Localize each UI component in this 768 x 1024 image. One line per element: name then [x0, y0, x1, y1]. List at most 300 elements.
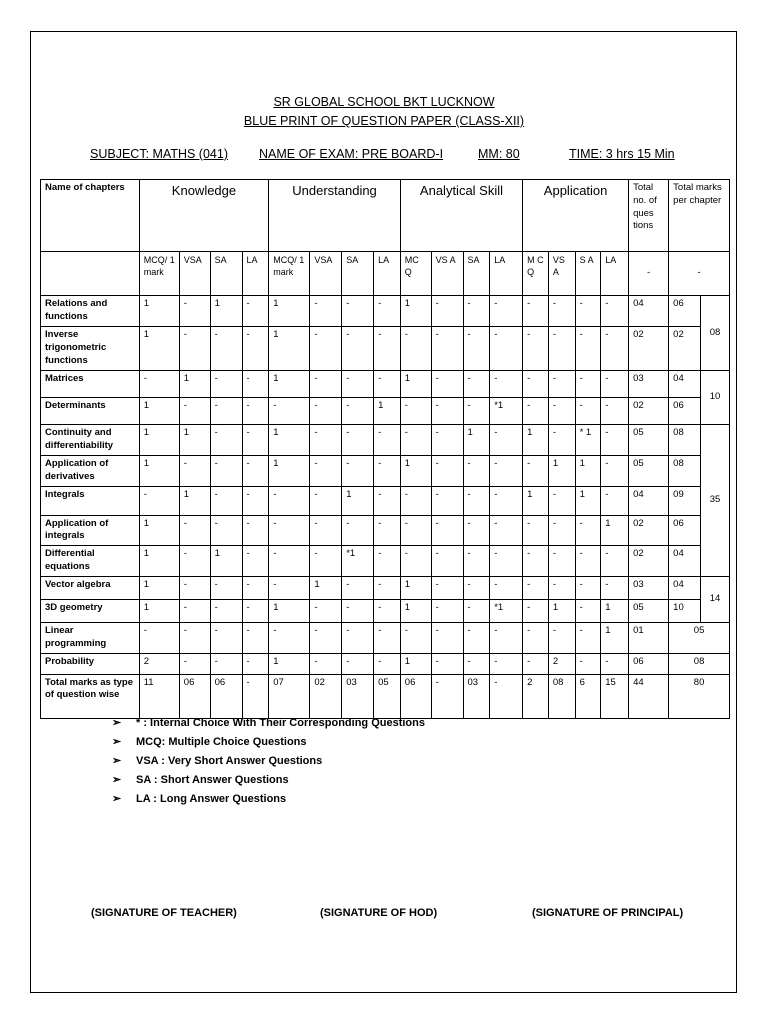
- count-cell: 1: [139, 296, 179, 327]
- count-cell: 1: [400, 296, 431, 327]
- count-cell: -: [179, 599, 210, 622]
- count-cell: 1: [269, 371, 310, 398]
- table-row: [41, 546, 730, 577]
- count-cell: -: [210, 456, 242, 487]
- count-cell: -: [310, 546, 342, 577]
- count-cell: -: [210, 398, 242, 425]
- count-cell: 1: [269, 599, 310, 622]
- group-header-row: [41, 180, 730, 252]
- total-marks-cell: 06: [669, 296, 701, 327]
- count-cell: -: [210, 327, 242, 371]
- notes-list: [112, 714, 425, 809]
- count-cell: -: [575, 327, 601, 371]
- unit-total-cell: 14: [701, 576, 730, 622]
- subheader-cell: M C Q: [523, 252, 549, 296]
- count-cell: -: [575, 599, 601, 622]
- count-cell: -: [310, 515, 342, 546]
- count-cell: 1: [548, 456, 575, 487]
- count-cell: -: [575, 398, 601, 425]
- total-questions-cell: 02: [629, 327, 669, 371]
- count-cell: 1: [269, 425, 310, 456]
- count-cell: -: [431, 576, 463, 599]
- count-cell: 1: [179, 371, 210, 398]
- unit-total-cell: 08: [701, 296, 730, 371]
- group-understanding: Understanding: [269, 180, 401, 252]
- count-cell: -: [523, 327, 549, 371]
- count-cell: -: [523, 599, 549, 622]
- count-cell: -: [601, 371, 629, 398]
- count-cell: 1: [601, 515, 629, 546]
- count-cell: -: [601, 425, 629, 456]
- count-cell: -: [179, 576, 210, 599]
- count-cell: 15: [601, 674, 629, 718]
- arrow-bullet-icon: ➢: [112, 774, 122, 786]
- arrow-bullet-icon: ➢: [112, 793, 122, 805]
- count-cell: -: [342, 622, 374, 653]
- total-marks-cell: 04: [669, 371, 701, 398]
- count-cell: 1: [139, 327, 179, 371]
- subheader-cell: VSA: [310, 252, 342, 296]
- total-questions-cell: 03: [629, 371, 669, 398]
- count-cell: -: [523, 296, 549, 327]
- count-cell: 06: [210, 674, 242, 718]
- note-item: [112, 790, 425, 809]
- count-cell: -: [523, 515, 549, 546]
- count-cell: -: [310, 296, 342, 327]
- subheader-cell: S A: [575, 252, 601, 296]
- table-row: [41, 398, 730, 425]
- count-cell: 1: [139, 599, 179, 622]
- count-cell: -: [242, 674, 269, 718]
- subheader-cell: VS A: [548, 252, 575, 296]
- count-cell: -: [269, 576, 310, 599]
- count-cell: -: [490, 456, 523, 487]
- exam-name-label: NAME OF EXAM: PRE BOARD-I: [259, 147, 444, 161]
- count-cell: -: [242, 576, 269, 599]
- count-cell: -: [431, 515, 463, 546]
- count-cell: 2: [139, 653, 179, 674]
- count-cell: 1: [269, 327, 310, 371]
- total-marks-cell: 08: [669, 653, 730, 674]
- signature-teacher: (SIGNATURE OF TEACHER): [91, 907, 237, 919]
- max-marks-label: MM: 80: [478, 147, 520, 161]
- table-row: [41, 599, 730, 622]
- count-cell: -: [242, 398, 269, 425]
- count-cell: 1: [139, 576, 179, 599]
- count-cell: -: [431, 599, 463, 622]
- total-marks-cell: 09: [669, 486, 701, 515]
- total-questions-cell: 02: [629, 515, 669, 546]
- count-cell: -: [601, 546, 629, 577]
- group-knowledge: Knowledge: [139, 180, 269, 252]
- count-cell: 1: [269, 456, 310, 487]
- count-cell: -: [463, 456, 490, 487]
- count-cell: -: [575, 546, 601, 577]
- count-cell: 1: [523, 425, 549, 456]
- count-cell: -: [523, 456, 549, 487]
- count-cell: -: [601, 486, 629, 515]
- count-cell: -: [463, 653, 490, 674]
- count-cell: 1: [601, 622, 629, 653]
- total-questions-cell: 05: [629, 456, 669, 487]
- count-cell: -: [242, 653, 269, 674]
- chapter-name: Probability: [41, 653, 140, 674]
- count-cell: -: [242, 296, 269, 327]
- chapter-name: Application of derivatives: [41, 456, 140, 487]
- count-cell: -: [523, 653, 549, 674]
- chapter-name: 3D geometry: [41, 599, 140, 622]
- count-cell: -: [431, 546, 463, 577]
- count-cell: -: [548, 576, 575, 599]
- count-cell: -: [490, 622, 523, 653]
- total-questions-cell: 02: [629, 398, 669, 425]
- count-cell: -: [431, 425, 463, 456]
- note-item: [112, 714, 425, 733]
- count-cell: -: [400, 398, 431, 425]
- count-cell: 03: [463, 674, 490, 718]
- count-cell: -: [400, 327, 431, 371]
- count-cell: -: [310, 599, 342, 622]
- count-cell: -: [242, 327, 269, 371]
- count-cell: -: [374, 576, 401, 599]
- count-cell: -: [575, 653, 601, 674]
- count-cell: -: [342, 515, 374, 546]
- count-cell: -: [179, 327, 210, 371]
- subheader-cell: MCQ/ 1 mark: [139, 252, 179, 296]
- count-cell: -: [431, 456, 463, 487]
- count-cell: -: [179, 622, 210, 653]
- subheader-row: [41, 252, 730, 296]
- count-cell: -: [374, 653, 401, 674]
- table-row: [41, 425, 730, 456]
- table-row: [41, 653, 730, 674]
- count-cell: -: [523, 546, 549, 577]
- subheader-cell: VSA: [179, 252, 210, 296]
- subject-label: SUBJECT: MATHS (041): [90, 147, 228, 161]
- group-application: Application: [523, 180, 629, 252]
- count-cell: 1: [523, 486, 549, 515]
- count-cell: *1: [490, 398, 523, 425]
- time-label: TIME: 3 hrs 15 Min: [569, 147, 675, 161]
- count-cell: -: [242, 599, 269, 622]
- total-marks-cell: 06: [669, 515, 701, 546]
- count-cell: -: [490, 371, 523, 398]
- count-cell: -: [179, 515, 210, 546]
- count-cell: -: [139, 371, 179, 398]
- table-row: [41, 576, 730, 599]
- count-cell: 2: [548, 653, 575, 674]
- total-questions-cell: 44: [629, 674, 669, 718]
- subheader-cell: MCQ/ 1 mark: [269, 252, 310, 296]
- subheader-cell: SA: [342, 252, 374, 296]
- count-cell: -: [179, 398, 210, 425]
- count-cell: 1: [463, 425, 490, 456]
- count-cell: -: [342, 296, 374, 327]
- count-cell: -: [269, 398, 310, 425]
- count-cell: -: [139, 622, 179, 653]
- total-questions-cell: 04: [629, 296, 669, 327]
- count-cell: -: [601, 327, 629, 371]
- unit-total-cell: 10: [701, 371, 730, 425]
- total-marks-cell: 02: [669, 327, 701, 371]
- count-cell: -: [463, 599, 490, 622]
- chapter-column-header: Name of chapters: [41, 180, 140, 252]
- subheader-cell: MC Q: [400, 252, 431, 296]
- count-cell: -: [374, 296, 401, 327]
- count-cell: -: [575, 371, 601, 398]
- count-cell: 1: [400, 456, 431, 487]
- table-row: [41, 674, 730, 718]
- count-cell: -: [374, 371, 401, 398]
- total-questions-cell: 03: [629, 576, 669, 599]
- total-questions-cell: 04: [629, 486, 669, 515]
- count-cell: 1: [548, 599, 575, 622]
- chapter-name: Inverse trigonometric functions: [41, 327, 140, 371]
- count-cell: -: [374, 425, 401, 456]
- subheader-cell: -: [669, 252, 730, 296]
- count-cell: 1: [210, 546, 242, 577]
- count-cell: -: [269, 546, 310, 577]
- count-cell: 06: [400, 674, 431, 718]
- count-cell: 1: [139, 425, 179, 456]
- subheader-cell: LA: [374, 252, 401, 296]
- total-marks-cell: 80: [669, 674, 730, 718]
- blueprint-table: [40, 179, 730, 719]
- count-cell: -: [463, 371, 490, 398]
- count-cell: 1: [210, 296, 242, 327]
- subheader-cell: SA: [463, 252, 490, 296]
- count-cell: -: [548, 327, 575, 371]
- count-cell: -: [179, 296, 210, 327]
- total-questions-header: Total no. of ques tions: [629, 180, 669, 252]
- count-cell: -: [400, 486, 431, 515]
- total-marks-cell: 06: [669, 398, 701, 425]
- count-cell: -: [601, 653, 629, 674]
- document-title: BLUE PRINT OF QUESTION PAPER (CLASS-XII): [243, 114, 525, 128]
- count-cell: 06: [179, 674, 210, 718]
- count-cell: -: [210, 486, 242, 515]
- count-cell: -: [310, 327, 342, 371]
- unit-total-cell: 35: [701, 425, 730, 577]
- count-cell: -: [242, 515, 269, 546]
- count-cell: 1: [139, 546, 179, 577]
- count-cell: -: [463, 546, 490, 577]
- total-questions-cell: 05: [629, 599, 669, 622]
- count-cell: 1: [601, 599, 629, 622]
- count-cell: 1: [179, 486, 210, 515]
- count-cell: 1: [400, 599, 431, 622]
- count-cell: 1: [269, 296, 310, 327]
- chapter-name: Total marks as type of question wise: [41, 674, 140, 718]
- count-cell: -: [310, 653, 342, 674]
- count-cell: -: [431, 622, 463, 653]
- subheader-cell: SA: [210, 252, 242, 296]
- total-marks-cell: 10: [669, 599, 701, 622]
- table-row: [41, 486, 730, 515]
- count-cell: 1: [269, 653, 310, 674]
- count-cell: -: [575, 515, 601, 546]
- note-text: * : Internal Choice With Their Corresponding Questions: [136, 717, 425, 729]
- count-cell: -: [601, 576, 629, 599]
- subheader-blank: [41, 252, 140, 296]
- note-text: MCQ: Multiple Choice Questions: [136, 736, 307, 748]
- count-cell: -: [269, 486, 310, 515]
- total-questions-cell: 02: [629, 546, 669, 577]
- count-cell: -: [342, 371, 374, 398]
- note-text: SA : Short Answer Questions: [136, 774, 289, 786]
- count-cell: -: [210, 371, 242, 398]
- table-row: [41, 622, 730, 653]
- count-cell: -: [490, 515, 523, 546]
- chapter-name: Linear programming: [41, 622, 140, 653]
- arrow-bullet-icon: ➢: [112, 755, 122, 767]
- count-cell: -: [210, 653, 242, 674]
- count-cell: -: [269, 622, 310, 653]
- count-cell: *1: [342, 546, 374, 577]
- count-cell: 08: [548, 674, 575, 718]
- chapter-name: Matrices: [41, 371, 140, 398]
- table-row: [41, 296, 730, 327]
- count-cell: 05: [374, 674, 401, 718]
- note-item: [112, 752, 425, 771]
- count-cell: -: [490, 576, 523, 599]
- count-cell: 11: [139, 674, 179, 718]
- count-cell: -: [179, 546, 210, 577]
- count-cell: -: [431, 486, 463, 515]
- count-cell: -: [210, 515, 242, 546]
- count-cell: -: [523, 576, 549, 599]
- count-cell: -: [400, 425, 431, 456]
- count-cell: -: [310, 456, 342, 487]
- count-cell: -: [400, 515, 431, 546]
- count-cell: -: [575, 576, 601, 599]
- count-cell: -: [548, 515, 575, 546]
- chapter-name: Differential equations: [41, 546, 140, 577]
- count-cell: -: [210, 622, 242, 653]
- count-cell: -: [242, 546, 269, 577]
- count-cell: -: [310, 622, 342, 653]
- count-cell: -: [490, 486, 523, 515]
- count-cell: -: [601, 398, 629, 425]
- subheader-cell: LA: [242, 252, 269, 296]
- count-cell: -: [490, 674, 523, 718]
- total-marks-cell: 05: [669, 622, 730, 653]
- group-analytical-skill: Analytical Skill: [400, 180, 522, 252]
- count-cell: 03: [342, 674, 374, 718]
- count-cell: -: [463, 486, 490, 515]
- total-questions-cell: 01: [629, 622, 669, 653]
- count-cell: -: [490, 296, 523, 327]
- count-cell: 2: [523, 674, 549, 718]
- count-cell: -: [342, 576, 374, 599]
- count-cell: -: [548, 425, 575, 456]
- count-cell: -: [601, 456, 629, 487]
- count-cell: -: [463, 398, 490, 425]
- count-cell: -: [548, 398, 575, 425]
- count-cell: -: [575, 296, 601, 327]
- signature-hod: (SIGNATURE OF HOD): [320, 907, 438, 919]
- count-cell: -: [242, 425, 269, 456]
- count-cell: -: [463, 515, 490, 546]
- count-cell: 1: [139, 456, 179, 487]
- table-row: [41, 327, 730, 371]
- subheader-cell: LA: [490, 252, 523, 296]
- count-cell: -: [342, 456, 374, 487]
- total-marks-cell: 04: [669, 546, 701, 577]
- count-cell: -: [548, 371, 575, 398]
- count-cell: 1: [575, 486, 601, 515]
- count-cell: 1: [139, 515, 179, 546]
- count-cell: 1: [310, 576, 342, 599]
- chapter-name: Continuity and differentiability: [41, 425, 140, 456]
- count-cell: -: [179, 653, 210, 674]
- count-cell: -: [242, 371, 269, 398]
- count-cell: * 1: [575, 425, 601, 456]
- subheader-cell: -: [629, 252, 669, 296]
- chapter-name: Vector algebra: [41, 576, 140, 599]
- total-questions-cell: 05: [629, 425, 669, 456]
- count-cell: -: [242, 456, 269, 487]
- count-cell: -: [210, 576, 242, 599]
- count-cell: -: [374, 456, 401, 487]
- count-cell: -: [431, 371, 463, 398]
- count-cell: -: [463, 327, 490, 371]
- arrow-bullet-icon: ➢: [112, 717, 122, 729]
- total-marks-header: Total marks per chapter: [669, 180, 730, 252]
- chapter-name: Integrals: [41, 486, 140, 515]
- count-cell: -: [374, 599, 401, 622]
- count-cell: 1: [400, 653, 431, 674]
- count-cell: -: [490, 546, 523, 577]
- signature-principal: (SIGNATURE OF PRINCIPAL): [532, 907, 684, 919]
- count-cell: -: [400, 622, 431, 653]
- chapter-name: Determinants: [41, 398, 140, 425]
- count-cell: -: [431, 674, 463, 718]
- count-cell: 1: [342, 486, 374, 515]
- count-cell: -: [374, 546, 401, 577]
- count-cell: -: [463, 296, 490, 327]
- count-cell: -: [374, 486, 401, 515]
- note-text: LA : Long Answer Questions: [136, 793, 287, 805]
- count-cell: 1: [374, 398, 401, 425]
- total-marks-cell: 04: [669, 576, 701, 599]
- total-marks-cell: 08: [669, 456, 701, 487]
- chapter-name: Relations and functions: [41, 296, 140, 327]
- count-cell: 1: [575, 456, 601, 487]
- count-cell: -: [374, 327, 401, 371]
- count-cell: -: [523, 622, 549, 653]
- count-cell: -: [523, 371, 549, 398]
- count-cell: *1: [490, 599, 523, 622]
- count-cell: -: [431, 653, 463, 674]
- count-cell: -: [342, 653, 374, 674]
- count-cell: -: [431, 296, 463, 327]
- count-cell: -: [310, 371, 342, 398]
- count-cell: -: [210, 599, 242, 622]
- count-cell: -: [463, 576, 490, 599]
- count-cell: -: [374, 515, 401, 546]
- count-cell: -: [242, 486, 269, 515]
- count-cell: -: [548, 622, 575, 653]
- count-cell: 02: [310, 674, 342, 718]
- count-cell: -: [310, 425, 342, 456]
- count-cell: 1: [139, 398, 179, 425]
- count-cell: -: [601, 296, 629, 327]
- count-cell: -: [490, 653, 523, 674]
- count-cell: -: [269, 515, 310, 546]
- count-cell: -: [431, 327, 463, 371]
- note-item: [112, 771, 425, 790]
